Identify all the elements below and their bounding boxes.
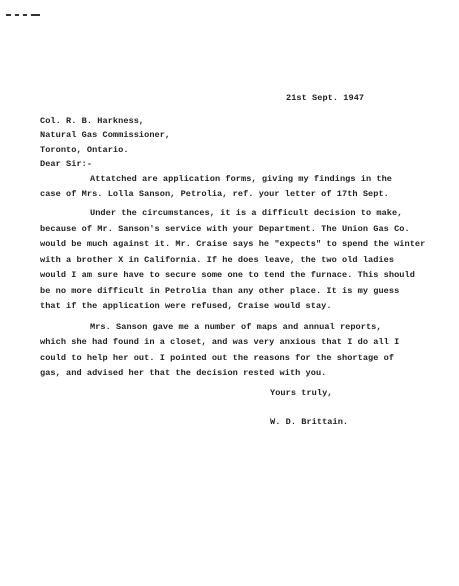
corner-punch-mark [6, 13, 42, 17]
signature: W. D. Brittain. [270, 417, 349, 427]
paragraph-3-line-4: gas, and advised her that the decision rested with you. [40, 368, 327, 378]
paragraph-3-line-3: could to help her out. I pointed out the reasons for the shortage of [40, 353, 395, 363]
paragraph-3-line-2: which she had found in a closet, and was very anxious that I do all I [40, 337, 400, 347]
paragraph-2-line-3: would be much against it. Mr. Craise says he "expects" to spend the winter [40, 239, 426, 249]
paragraph-2-line-1: Under the circumstances, it is a difficult decision to make, [90, 208, 403, 218]
paragraph-3-line-1: Mrs. Sanson gave me a number of maps and annual reports, [90, 322, 382, 332]
recipient-city: Toronto, Ontario. [40, 145, 129, 155]
paragraph-2-line-4: with a brother X in California. If he does leave, the two old ladies [40, 255, 395, 265]
paragraph-1-line-1: Attatched are application forms, giving my findings in the [90, 174, 393, 184]
paragraph-2-line-7: that if the application were refused, Craise would stay. [40, 301, 332, 311]
closing: Yours truly, [270, 388, 333, 398]
paragraph-1-line-2: case of Mrs. Lolla Sanson, Petrolia, ref. your letter of 17th Sept. [40, 189, 389, 199]
paragraph-2-line-6: be no more difficult in Petrolia than any other place. It is my guess [40, 286, 400, 296]
letter-date: 21st Sept. 1947 [286, 93, 365, 103]
recipient-name: Col. R. B. Harkness, [40, 116, 145, 126]
salutation: Dear Sir:- [40, 159, 93, 169]
recipient-title: Natural Gas Commissioner, [40, 130, 171, 140]
paragraph-2-line-5: would I am sure have to secure some one to tend the furnace. This should [40, 270, 415, 280]
paragraph-2-line-2: because of Mr. Sanson's service with your Department. The Union Gas Co. [40, 224, 410, 234]
